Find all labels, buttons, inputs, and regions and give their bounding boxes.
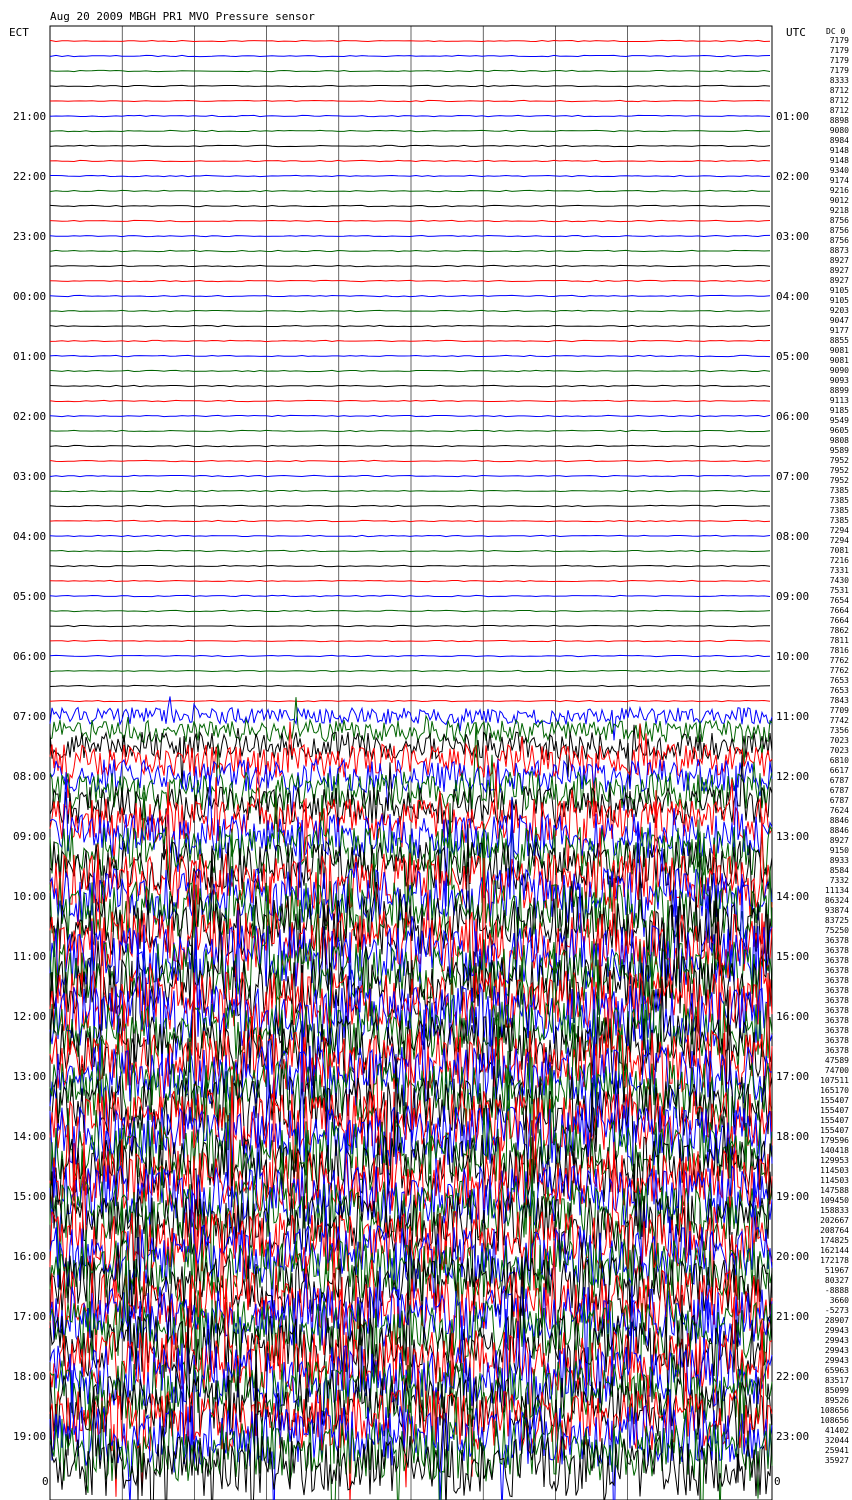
dc-header: DC 0 (826, 27, 846, 36)
trace-row (50, 505, 770, 506)
dc-offset-label: 6617 (829, 766, 849, 775)
dc-offset-label: 8712 (829, 96, 849, 105)
dc-offset-label: 9093 (829, 376, 849, 385)
dc-offset-label: 7742 (829, 716, 849, 725)
trace-row (50, 610, 770, 611)
trace-row (50, 325, 770, 326)
right-tick-label: 04:00 (776, 290, 810, 303)
dc-offset-label: 202667 (820, 1216, 849, 1225)
dc-offset-label: 7385 (829, 496, 849, 505)
trace-row (50, 415, 770, 416)
trace-row (50, 625, 770, 626)
right-tick-label: 10:00 (776, 650, 810, 663)
dc-offset-label: 7811 (829, 636, 849, 645)
dc-offset-label: 7843 (829, 696, 849, 705)
left-tick-label: 07:00 (13, 710, 47, 723)
dc-offset-label: 36378 (824, 996, 849, 1005)
trace-row (50, 115, 770, 116)
dc-offset-label: 9148 (829, 156, 849, 165)
trace-row (50, 595, 770, 596)
left-tick-label: 02:00 (13, 410, 47, 423)
dc-offset-label: 7023 (829, 746, 849, 755)
dc-offset-label: 8855 (829, 336, 849, 345)
left-tick-label: 01:00 (13, 350, 47, 363)
dc-offset-label: 7624 (829, 806, 849, 815)
dc-offset-label: 8756 (829, 216, 849, 225)
dc-offset-label: 108656 (820, 1416, 849, 1425)
left-tick-label: 23:00 (13, 230, 47, 243)
dc-offset-label: 28907 (824, 1316, 849, 1325)
left-tick-label: 21:00 (13, 110, 47, 123)
dc-offset-label: 29943 (824, 1336, 849, 1345)
dc-offset-label: 8984 (829, 136, 849, 145)
dc-offset-label: 7664 (829, 616, 849, 625)
dc-offset-label: 179596 (820, 1136, 849, 1145)
right-axis-label: UTC (786, 26, 806, 39)
dc-offset-label: 25941 (824, 1446, 849, 1455)
dc-offset-label: 7216 (829, 556, 849, 565)
dc-offset-label: 9177 (829, 326, 849, 335)
dc-offset-label: 36378 (824, 946, 849, 955)
dc-offset-label: 8899 (829, 386, 849, 395)
dc-offset-label: 7664 (829, 606, 849, 615)
trace-row (50, 400, 770, 401)
right-tick-label: 03:00 (776, 230, 810, 243)
dc-offset-label: 155407 (820, 1096, 849, 1105)
left-tick-label: 18:00 (13, 1370, 47, 1383)
dc-offset-label: 6787 (829, 776, 849, 785)
dc-offset-label: 7952 (829, 476, 849, 485)
dc-offset-label: 9081 (829, 346, 849, 355)
right-tick-label: 18:00 (776, 1130, 810, 1143)
trace-row (50, 340, 770, 341)
dc-offset-label: 36378 (824, 956, 849, 965)
dc-offset-label: 6787 (829, 796, 849, 805)
trace-row (50, 55, 770, 56)
dc-offset-label: 9090 (829, 366, 849, 375)
trace-row (50, 100, 770, 101)
dc-offset-label: 36378 (824, 1026, 849, 1035)
right-tick-labels (776, 110, 809, 1443)
trace-row (50, 235, 770, 236)
dc-offset-label: 7179 (829, 56, 849, 65)
dc-offset-label: 75250 (824, 926, 849, 935)
trace-row (50, 85, 770, 86)
left-tick-labels (13, 110, 46, 1443)
trace-row (50, 640, 770, 641)
dc-offset-label: 9105 (829, 286, 849, 295)
dc-offset-label: 89526 (824, 1396, 849, 1405)
dc-offset-label: 9174 (829, 176, 849, 185)
dc-offset-label: 9113 (829, 396, 849, 405)
dc-offset-label: 93874 (824, 906, 849, 915)
right-tick-label: 06:00 (776, 410, 810, 423)
dc-offset-label: 9203 (829, 306, 849, 315)
trace-row (50, 385, 770, 386)
dc-offset-label: 7430 (829, 576, 849, 585)
left-tick-label: 12:00 (13, 1010, 47, 1023)
dc-offset-label: 7179 (829, 36, 849, 45)
dc-offset-label: 155407 (820, 1106, 849, 1115)
dc-offset-label: 8846 (829, 816, 849, 825)
left-axis-label: ECT (9, 26, 29, 39)
dc-offset-label: 29943 (824, 1356, 849, 1365)
right-tick-label: 02:00 (776, 170, 810, 183)
dc-offset-label: 32044 (824, 1436, 849, 1445)
dc-offset-label: 129953 (820, 1156, 849, 1165)
left-tick-label: 22:00 (13, 170, 47, 183)
dc-offset-label: 83725 (824, 916, 849, 925)
dc-offset-label: 8898 (829, 116, 849, 125)
plot-title: Aug 20 2009 MBGH PR1 MVO Pressure sensor (50, 10, 315, 23)
dc-offset-label: 36378 (824, 1016, 849, 1025)
left-tick-label: 19:00 (13, 1430, 47, 1443)
left-tick-label: 15:00 (13, 1190, 47, 1203)
dc-offset-label: 7531 (829, 586, 849, 595)
trace-row (50, 145, 770, 146)
trace-row (50, 175, 770, 176)
dc-offset-label: 47589 (824, 1056, 849, 1065)
dc-offset-label: 7385 (829, 506, 849, 515)
bottom-left-tick: 0 (42, 1475, 49, 1488)
dc-offset-label: 9150 (829, 846, 849, 855)
dc-offset-label: 3660 (829, 1296, 849, 1305)
dc-offset-label: 8756 (829, 226, 849, 235)
trace-row (50, 250, 770, 251)
dc-offset-label: 7179 (829, 46, 849, 55)
right-tick-label: 11:00 (776, 710, 810, 723)
dc-offset-label: 8933 (829, 856, 849, 865)
dc-offset-label: 7385 (829, 486, 849, 495)
dc-offset-label: 8927 (829, 256, 849, 265)
dc-offset-label: 6787 (829, 786, 849, 795)
trace-row (50, 670, 770, 671)
trace-row (50, 310, 770, 311)
trace-row (50, 265, 770, 266)
dc-offset-label: 11134 (824, 886, 849, 895)
dc-offset-label: 7952 (829, 466, 849, 475)
trace-row (50, 685, 770, 686)
dc-offset-label: 9589 (829, 446, 849, 455)
dc-offset-label: 29943 (824, 1346, 849, 1355)
dc-offset-label: 8333 (829, 76, 849, 85)
right-tick-label: 08:00 (776, 530, 810, 543)
dc-offset-label: 9012 (829, 196, 849, 205)
dc-offset-label: 9808 (829, 436, 849, 445)
trace-row (50, 580, 770, 581)
trace-row (50, 70, 770, 71)
dc-offset-label: -5273 (824, 1306, 849, 1315)
dc-offset-label: 9185 (829, 406, 849, 415)
dc-offset-label: 7179 (829, 66, 849, 75)
dc-offset-label: 36378 (824, 936, 849, 945)
right-tick-label: 17:00 (776, 1070, 810, 1083)
right-tick-label: 07:00 (776, 470, 810, 483)
trace-row (50, 520, 770, 521)
dc-offset-label: 35927 (824, 1456, 849, 1465)
trace-row (50, 160, 770, 161)
dc-offset-label: 86324 (824, 896, 849, 905)
dc-offset-label: 74700 (824, 1066, 849, 1075)
dc-offset-label: 9218 (829, 206, 849, 215)
left-tick-label: 05:00 (13, 590, 47, 603)
dc-offset-label: 80327 (824, 1276, 849, 1285)
left-tick-label: 17:00 (13, 1310, 47, 1323)
dc-offset-label: 7653 (829, 676, 849, 685)
dc-offset-label: 7862 (829, 626, 849, 635)
right-tick-label: 13:00 (776, 830, 810, 843)
trace-row (50, 40, 770, 41)
trace-row (50, 445, 770, 446)
trace-row (50, 190, 770, 191)
bottom-right-tick: 0 (774, 1475, 781, 1488)
dc-offset-label: 7709 (829, 706, 849, 715)
dc-offset-label: 8846 (829, 826, 849, 835)
dc-offset-label: 7294 (829, 526, 849, 535)
trace-row (50, 550, 770, 551)
dc-offset-label: 109450 (820, 1196, 849, 1205)
dc-offset-label: 7653 (829, 686, 849, 695)
dc-offset-label: 36378 (824, 1036, 849, 1045)
dc-offset-label: 155407 (820, 1126, 849, 1135)
dc-offset-label: 7385 (829, 516, 849, 525)
dc-offset-label: 158833 (820, 1206, 849, 1215)
dc-offset-label: 8584 (829, 866, 849, 875)
left-tick-label: 06:00 (13, 650, 47, 663)
right-tick-label: 19:00 (776, 1190, 810, 1203)
trace-row (50, 205, 770, 206)
dc-offset-label: 8712 (829, 106, 849, 115)
left-tick-label: 03:00 (13, 470, 47, 483)
dc-offset-label: 7762 (829, 656, 849, 665)
dc-offset-label: 8712 (829, 86, 849, 95)
dc-offset-label: 114503 (820, 1176, 849, 1185)
dc-offset-label: 7762 (829, 666, 849, 675)
dc-offset-label: 8927 (829, 276, 849, 285)
dc-offset-label: 9047 (829, 316, 849, 325)
dc-offset-label: 7331 (829, 566, 849, 575)
dc-offset-label: 36378 (824, 966, 849, 975)
trace-row (50, 430, 770, 431)
dc-offset-label: -8888 (824, 1286, 849, 1295)
dc-offset-label: 7356 (829, 726, 849, 735)
dc-offset-label: 174825 (820, 1236, 849, 1245)
trace-row (50, 355, 770, 356)
dc-offset-label: 83517 (824, 1376, 849, 1385)
left-tick-label: 08:00 (13, 770, 47, 783)
dc-offset-label: 140418 (820, 1146, 849, 1155)
dc-offset-label: 65963 (824, 1366, 849, 1375)
dc-offset-label: 9105 (829, 296, 849, 305)
dc-offset-label: 51967 (824, 1266, 849, 1275)
dc-offset-label: 36378 (824, 986, 849, 995)
dc-offset-label: 108656 (820, 1406, 849, 1415)
trace-row (50, 280, 770, 281)
trace-row (50, 475, 770, 476)
dc-offset-label: 7081 (829, 546, 849, 555)
right-tick-label: 12:00 (776, 770, 810, 783)
right-tick-label: 09:00 (776, 590, 810, 603)
trace-row (50, 535, 770, 536)
left-tick-label: 14:00 (13, 1130, 47, 1143)
right-tick-label: 14:00 (776, 890, 810, 903)
dc-offset-label: 9216 (829, 186, 849, 195)
trace-row (50, 655, 770, 656)
dc-offset-label: 8873 (829, 246, 849, 255)
dc-offset-label: 147588 (820, 1186, 849, 1195)
trace-row (50, 220, 770, 221)
dc-offset-label: 41402 (824, 1426, 849, 1435)
dc-offset-label: 162144 (820, 1246, 849, 1255)
left-tick-label: 09:00 (13, 830, 47, 843)
trace-row (50, 295, 770, 296)
dc-offset-label: 8756 (829, 236, 849, 245)
dc-offset-label: 9081 (829, 356, 849, 365)
dc-offset-label: 208764 (820, 1226, 849, 1235)
dc-offset-labels (820, 36, 849, 1465)
right-tick-label: 15:00 (776, 950, 810, 963)
right-tick-label: 20:00 (776, 1250, 810, 1263)
dc-offset-label: 114503 (820, 1166, 849, 1175)
right-tick-label: 01:00 (776, 110, 810, 123)
dc-offset-label: 9148 (829, 146, 849, 155)
trace-row (50, 490, 770, 491)
dc-offset-label: 36378 (824, 1046, 849, 1055)
trace-row (50, 701, 770, 702)
right-tick-label: 16:00 (776, 1010, 810, 1023)
dc-offset-label: 7023 (829, 736, 849, 745)
left-tick-label: 13:00 (13, 1070, 47, 1083)
dc-offset-label: 7654 (829, 596, 849, 605)
left-tick-label: 10:00 (13, 890, 47, 903)
dc-offset-label: 7294 (829, 536, 849, 545)
dc-offset-label: 9605 (829, 426, 849, 435)
right-tick-label: 22:00 (776, 1370, 810, 1383)
right-tick-label: 23:00 (776, 1430, 810, 1443)
left-tick-label: 16:00 (13, 1250, 47, 1263)
dc-offset-label: 29943 (824, 1326, 849, 1335)
dc-offset-label: 172178 (820, 1256, 849, 1265)
dc-offset-label: 7816 (829, 646, 849, 655)
trace-row (50, 130, 770, 131)
left-tick-label: 00:00 (13, 290, 47, 303)
trace-row (50, 460, 770, 461)
trace-row (50, 565, 770, 566)
dc-offset-label: 9549 (829, 416, 849, 425)
dc-offset-label: 155407 (820, 1116, 849, 1125)
dc-offset-label: 8927 (829, 836, 849, 845)
dc-offset-label: 6810 (829, 756, 849, 765)
dc-offset-label: 9080 (829, 126, 849, 135)
right-tick-label: 21:00 (776, 1310, 810, 1323)
dc-offset-label: 107511 (820, 1076, 849, 1085)
dc-offset-label: 85099 (824, 1386, 849, 1395)
dc-offset-label: 165170 (820, 1086, 849, 1095)
dc-offset-label: 8927 (829, 266, 849, 275)
dc-offset-label: 7332 (829, 876, 849, 885)
trace-row (50, 370, 770, 371)
left-tick-label: 11:00 (13, 950, 47, 963)
dc-offset-label: 9340 (829, 166, 849, 175)
dc-offset-label: 36378 (824, 976, 849, 985)
right-tick-label: 05:00 (776, 350, 810, 363)
dc-offset-label: 7952 (829, 456, 849, 465)
left-tick-label: 04:00 (13, 530, 47, 543)
dc-offset-label: 36378 (824, 1006, 849, 1015)
